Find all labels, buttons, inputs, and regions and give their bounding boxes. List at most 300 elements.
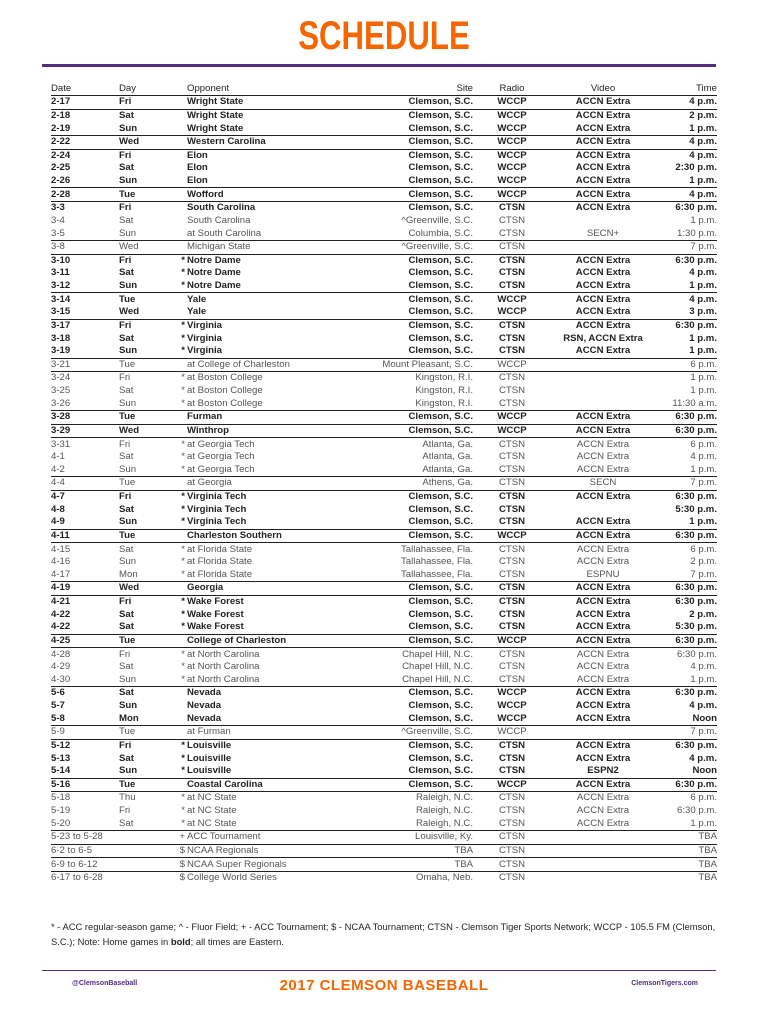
game-opponent: Wright State [187,109,335,122]
game-marker: * [179,372,187,385]
game-day: Tue [119,358,179,372]
game-date: 4-29 [51,661,71,673]
game-radio: CTSN [498,503,526,515]
game-video: ACCN Extra [575,267,631,279]
game-site: Clemson, S.C. [335,149,473,162]
game-time: 6:30 p.m. [655,490,717,503]
game-time: 1 p.m. [689,175,717,187]
game-date: 3-3 [51,202,119,215]
game-time: 11:30 a.m. [672,397,717,409]
game-opponent: Nevada [187,700,222,712]
game-radio: WCCP [473,411,551,425]
game-date: 5-13 [51,752,71,764]
game-time: 1 p.m. [689,332,717,344]
game-site: ^Greenville, S.C. [335,240,473,254]
game-date: 2-28 [51,188,119,202]
game-site: Clemson, S.C. [408,700,473,712]
game-time: 6 p.m. [655,358,717,372]
game-video [551,858,655,872]
game-day: Fri [119,149,179,162]
game-date: 5-16 [51,778,119,792]
table-row [51,529,717,543]
game-video [551,726,655,740]
game-marker [179,162,187,175]
footnote-text-1: * - ACC regular-season game; ^ - Fluor Field; + - ACC Tournament; $ - NCAA Tournament; CTSN - Clemson Tiger Sports Network; WCCP - 105.5 FM (Clemson, S.C.); Note: Home games in [51,921,716,947]
game-radio: WCCP [473,726,551,740]
game-radio: CTSN [498,280,526,292]
game-marker: * [179,595,187,608]
game-time: 4 p.m. [655,149,717,162]
game-day: Sun [119,765,138,777]
table-row [51,582,717,596]
game-date: 5-18 [51,792,119,805]
game-marker [179,700,187,713]
game-date: 5-6 [51,687,119,700]
game-date: 3-19 [51,345,71,357]
game-time: 4 p.m. [689,700,717,712]
game-site: Clemson, S.C. [408,175,473,187]
game-video: ACCN Extra [551,254,655,267]
game-time: 6:30 p.m. [655,411,717,425]
game-day: Fri [119,805,131,817]
game-day: Sat [119,817,134,829]
game-day: Sun [119,463,137,475]
table-row [51,438,717,451]
game-date: 3-25 [51,385,71,397]
table-row [51,648,717,661]
game-date: 3-15 [51,306,71,318]
game-opponent: at Georgia Tech [187,463,255,475]
game-day: Tue [119,726,179,740]
game-date: 5-8 [51,712,65,724]
game-opponent: Elon [187,149,335,162]
table-row [51,162,717,175]
game-marker: * [179,739,187,752]
game-site: Raleigh, N.C. [335,792,473,805]
game-time: 6:30 p.m. [655,778,717,792]
game-video: ACCN Extra [551,109,655,122]
game-marker [179,188,187,202]
game-video: ACCN Extra [575,621,631,633]
game-day [119,871,179,884]
game-date: 3-18 [51,332,71,344]
game-date: 4-4 [51,477,119,491]
game-video: ACCN Extra [551,490,655,503]
game-date: 4-11 [51,529,119,543]
game-opponent: Notre Dame [187,254,335,267]
game-site: Omaha, Neb. [335,871,473,884]
table-row [51,372,717,385]
game-opponent: at Florida State [187,568,253,580]
game-day: Tue [119,778,179,792]
game-time: TBA [655,831,717,845]
game-opponent: Louisville [187,765,232,777]
game-site: Clemson, S.C. [335,135,473,149]
game-site: Tallahassee, Fla. [335,543,473,556]
table-row [51,556,717,569]
game-day: Tue [119,529,179,543]
website-link: ClemsonTigers.com [631,980,698,987]
game-radio: WCCP [497,700,527,712]
game-video: RSN, ACCN Extra [563,332,643,344]
game-radio: CTSN [473,871,551,884]
game-marker: * [179,543,187,556]
game-time: 6:30 p.m. [655,202,717,215]
game-time: 6 p.m. [655,792,717,805]
game-day: Sun [119,345,138,357]
game-opponent: South Carolina [187,214,251,226]
table-row [51,267,717,280]
game-site: Clemson, S.C. [335,319,473,332]
game-time: 7 p.m. [655,477,717,491]
table-row [51,674,717,687]
game-radio: CTSN [498,765,526,777]
game-time: 2 p.m. [690,556,717,568]
game-video: ACCN Extra [575,345,631,357]
game-site: Athens, Ga. [335,477,473,491]
game-date: 2-19 [51,122,71,134]
game-radio: CTSN [498,805,526,817]
game-marker: $ [179,872,185,884]
game-marker [179,135,187,149]
table-row [51,765,717,778]
game-radio: CTSN [498,752,526,764]
game-date: 6-9 to 6-12 [51,858,119,872]
game-site: Clemson, S.C. [335,202,473,215]
game-date: 3-11 [51,267,70,279]
game-opponent: Wofford [187,188,335,202]
game-day: Sat [119,162,134,174]
game-day: Fri [119,319,179,332]
game-day: Tue [119,411,179,425]
game-time: 4 p.m. [690,661,717,673]
game-site: Clemson, S.C. [335,778,473,792]
table-row [51,358,717,372]
footer-title: 2017 CLEMSON BASEBALL [279,977,489,994]
game-date: 5-12 [51,739,119,752]
game-site: Clemson, S.C. [335,687,473,700]
game-site: Clemson, S.C. [335,424,473,438]
game-video [551,358,655,372]
game-time: 6:30 p.m. [655,582,717,596]
game-radio: WCCP [497,122,527,134]
game-video: ACCN Extra [575,162,631,174]
game-marker: * [179,438,187,451]
game-site: Raleigh, N.C. [415,817,473,829]
game-time: 6:30 p.m. [655,424,717,438]
game-site: Louisville, Ky. [335,831,473,845]
game-opponent: at College of Charleston [187,358,335,372]
table-row [51,149,717,162]
game-radio: WCCP [473,149,551,162]
game-video: ACCN Extra [576,817,630,829]
game-time: 4 p.m. [655,293,717,306]
game-day: Wed [119,306,140,318]
game-video: ACCN Extra [575,280,631,292]
game-video [551,215,655,228]
game-time: 6:30 p.m. [655,648,717,661]
game-radio: CTSN [473,595,551,608]
game-date: 5-19 [51,805,71,817]
table-row [51,122,717,135]
game-day: Fri [119,202,179,215]
game-time: 6 p.m. [655,543,717,556]
table-row [51,490,717,503]
game-time: Noon [692,712,717,724]
game-site: Clemson, S.C. [408,162,473,174]
game-day: Tue [119,477,179,491]
table-row [51,240,717,254]
table-row [51,293,717,306]
bottom-divider [42,970,716,971]
table-row [51,503,717,516]
footnote-text-2: ; all times are Eastern. [190,936,284,947]
game-radio: CTSN [473,543,551,556]
game-opponent: College World Series [187,871,335,884]
game-time: 4 p.m. [690,451,717,463]
game-site: Clemson, S.C. [408,752,473,764]
game-video: ACCN Extra [575,306,631,318]
game-marker: * [179,792,187,805]
game-opponent: Virginia [187,332,223,344]
game-opponent: at Florida State [187,543,335,556]
game-marker [179,109,187,122]
game-site: Mount Pleasant, S.C. [335,358,473,372]
game-day: Fri [119,438,179,451]
table-row [51,792,717,805]
game-day: Sat [119,661,134,673]
game-time: 1 p.m. [690,817,717,829]
table-row [51,319,717,332]
game-opponent: at Boston College [187,397,263,409]
game-opponent: NCAA Regionals [187,844,335,858]
game-site: Clemson, S.C. [335,188,473,202]
game-day: Sun [119,397,137,409]
game-time: 4 p.m. [689,752,717,764]
game-video: ACCN Extra [575,700,631,712]
game-marker: * [181,621,185,633]
table-row [51,858,717,872]
game-date: 4-2 [51,463,65,475]
table-row [51,844,717,858]
game-marker: * [181,267,185,279]
game-day: Sat [119,608,134,620]
game-date: 3-14 [51,293,119,306]
game-radio: WCCP [473,188,551,202]
game-time: 1 p.m. [689,516,717,528]
game-radio: CTSN [473,477,551,491]
game-opponent: at Georgia [187,477,335,491]
game-radio: CTSN [498,463,526,475]
table-row [51,516,717,529]
table-row [51,569,717,582]
game-date: 3-8 [51,240,119,254]
game-radio: CTSN [473,372,551,385]
game-site: Chapel Hill, N.C. [402,673,473,685]
game-video: ACCN Extra [576,661,630,673]
table-row [51,424,717,438]
game-date: 3-4 [51,214,65,226]
game-video: SECN [551,477,655,491]
game-radio: WCCP [473,778,551,792]
game-time: 4 p.m. [655,188,717,202]
game-opponent: at NC State [187,817,237,829]
table-row [51,175,717,188]
game-date: 3-26 [51,397,71,409]
game-marker [179,582,187,596]
game-time: TBA [655,844,717,858]
game-radio: WCCP [497,306,527,318]
game-video: ACCN Extra [551,687,655,700]
game-marker [179,726,187,740]
game-video: ACCN Extra [551,293,655,306]
game-time: 1 p.m. [690,385,717,397]
header-day: Day [119,82,179,96]
game-marker: * [181,503,185,515]
game-marker: * [181,661,185,673]
game-radio: WCCP [473,634,551,648]
game-radio: WCCP [497,96,527,108]
game-site: Clemson, S.C. [408,122,473,134]
table-row [51,332,717,345]
game-day: Fri [119,254,179,267]
game-video [551,385,655,398]
game-marker [179,477,187,491]
game-time: 6:30 p.m. [677,805,717,817]
game-time: 6:30 p.m. [655,529,717,543]
game-day: Wed [119,582,179,596]
game-opponent: Virginia Tech [187,503,247,515]
game-video [551,397,655,410]
game-site: Clemson, S.C. [408,765,473,777]
game-time: TBA [655,871,717,884]
game-video [551,871,655,884]
table-row [51,306,717,319]
game-opponent: Yale [187,306,207,318]
table-row [51,464,717,477]
game-marker [179,96,187,110]
game-site: Clemson, S.C. [408,608,473,620]
game-date: 6-2 to 6-5 [51,844,119,858]
game-opponent: Wake Forest [187,608,244,620]
game-date: 5-9 [51,726,119,740]
game-time: 4 p.m. [689,267,717,279]
game-marker: * [181,345,185,357]
game-video: ACCN Extra [551,582,655,596]
game-site: Clemson, S.C. [408,280,473,292]
game-opponent: at North Carolina [187,661,260,673]
game-site: Clemson, S.C. [408,516,473,528]
table-row [51,477,717,491]
game-marker [179,358,187,372]
table-row [51,595,717,608]
game-video: ACCN Extra [576,673,630,685]
game-day: Fri [119,372,179,385]
game-radio: CTSN [498,267,526,279]
header-mark-spacer [179,82,187,96]
game-day: Sat [119,332,134,344]
table-row [51,608,717,621]
game-day [119,844,179,858]
game-marker [179,712,187,725]
game-time: 1 p.m. [690,673,717,685]
game-opponent: at Florida State [187,556,253,568]
game-video [551,240,655,254]
game-opponent: at North Carolina [187,673,260,685]
game-marker [179,529,187,543]
top-divider [42,64,716,67]
game-opponent: Charleston Southern [187,529,335,543]
game-day: Sun [119,673,137,685]
table-row [51,621,717,634]
game-marker [179,424,187,438]
game-opponent: Yale [187,293,335,306]
game-date: 4-30 [51,673,71,685]
game-opponent: Notre Dame [187,267,241,279]
table-row [51,215,717,228]
game-day [119,831,179,845]
game-time: 1 p.m. [689,280,717,292]
game-date: 2-22 [51,135,119,149]
game-opponent: at Furman [187,726,335,740]
game-video: ACCN Extra [576,463,630,475]
game-time: 2 p.m. [689,608,717,620]
table-row [51,188,717,202]
game-day: Fri [119,490,179,503]
game-radio: WCCP [473,358,551,372]
game-video: ACCN Extra [575,752,631,764]
table-row [51,254,717,267]
game-site: Clemson, S.C. [408,503,473,515]
game-day [119,858,179,872]
game-radio: CTSN [498,673,526,685]
game-date: 4-8 [51,503,65,515]
game-marker: * [179,319,187,332]
game-video: ACCN Extra [551,411,655,425]
game-radio: CTSN [473,792,551,805]
game-date: 2-26 [51,175,71,187]
game-opponent: Louisville [187,739,335,752]
game-video: ACCN Extra [551,149,655,162]
game-video: ACCN Extra [551,739,655,752]
game-marker [179,175,187,188]
game-time: 5:30 p.m. [675,503,717,515]
game-opponent: Nevada [187,687,335,700]
game-radio: CTSN [473,240,551,254]
game-site: Clemson, S.C. [335,293,473,306]
header-radio: Radio [473,82,551,96]
game-date: 4-21 [51,595,119,608]
game-time: 1 p.m. [690,214,717,226]
game-marker [179,122,187,135]
game-marker [179,687,187,700]
game-day: Sat [119,214,134,226]
game-marker [179,293,187,306]
game-time: 6:30 p.m. [655,687,717,700]
game-site: Raleigh, N.C. [415,805,473,817]
game-video: ACCN Extra [551,135,655,149]
game-date: 3-12 [51,280,71,292]
game-day: Sun [119,122,138,134]
game-day: Wed [119,424,179,438]
game-day: Fri [119,595,179,608]
game-radio: CTSN [498,556,526,568]
game-time: 2 p.m. [655,109,717,122]
game-date: 3-28 [51,411,119,425]
game-video: ACCN Extra [576,451,630,463]
game-marker [179,778,187,792]
game-site: Clemson, S.C. [335,595,473,608]
